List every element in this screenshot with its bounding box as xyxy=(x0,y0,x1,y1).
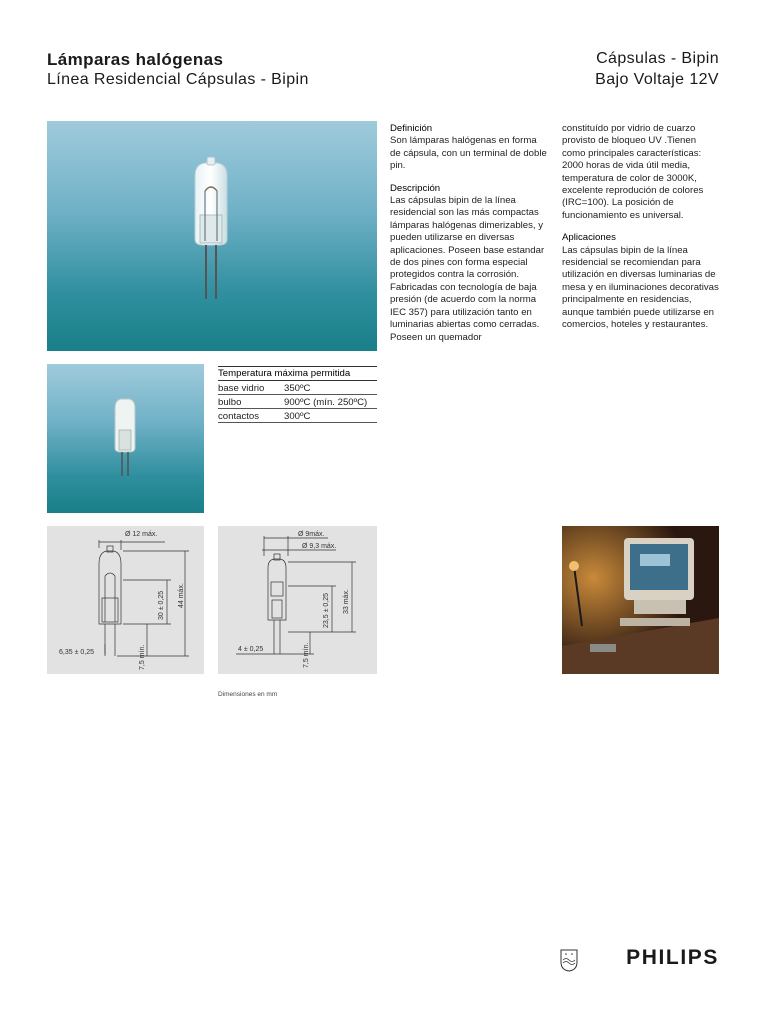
dim1-pin-length-label: 7,5 mín. xyxy=(139,644,146,670)
definicion-body: Son lámparas halógenas en forma de cápsula, con un terminal de doble pin. xyxy=(390,135,547,172)
dim2-length-label: 33 máx. xyxy=(343,589,350,614)
dim1-diameter-label: Ø 12 máx. xyxy=(125,531,158,538)
text-column-2 xyxy=(562,123,722,342)
temperature-table xyxy=(218,366,377,423)
table-row xyxy=(218,381,377,395)
temp-value: 300ºC xyxy=(284,409,377,423)
temp-label: base vidrio xyxy=(218,381,284,395)
lamp-photo-small xyxy=(47,364,204,513)
aplicaciones-body: Las cápsulas bipin de la línea residencial se recomiendan para utilización en diversas luminarias de mesa y en iluminaciones decorativas principalmente en residencias, aunque también puede utilizarse en comercios, hoteles y restaurantes. xyxy=(562,244,719,331)
dimension-diagram-2 xyxy=(218,526,377,674)
temp-value: 350ºC xyxy=(284,381,377,395)
table-row xyxy=(218,409,377,423)
lamp-dimension-drawing xyxy=(47,526,204,674)
dimensions-caption: Dimensiones en mm xyxy=(218,691,278,698)
document-title: Lámparas halógenas xyxy=(47,50,224,69)
dim2-pin-spacing-label: 4 ± 0,25 xyxy=(238,646,264,653)
dim2-pin-length-label: 7,5 mín. xyxy=(303,642,310,668)
temperature-table-heading: Temperatura máxima permitida xyxy=(218,367,377,381)
temp-label: bulbo xyxy=(218,395,284,409)
table-row xyxy=(218,395,377,409)
dimension-diagram-1 xyxy=(47,526,204,674)
capsule-lamp-icon xyxy=(47,364,204,513)
dim2-diameter-label: Ø 9máx. xyxy=(298,531,325,538)
document-subtitle: Línea Residencial Cápsulas - Bipin xyxy=(47,71,309,88)
dim2-bulb-label: 23,5 ± 0,25 xyxy=(323,593,330,628)
descripcion-body: Las cápsulas bipin de la línea residencial son las más compactas lámparas halógenas dimerizables, y pueden utilizarse en diversas aplicaciones. Poseen base estandar de dos pines con forma especial protegidos contra la corrosión. Fabricadas con tecnología de baja presión (de acuerdo com la norma IEC 357) para utilización tanto en luminarias abiertas como cerradas. Poseen un quemador xyxy=(390,195,545,343)
descripcion-heading: Descripción xyxy=(390,182,441,194)
philips-logo: PHILIPS xyxy=(626,946,719,969)
temp-value: 900ºC (mín. 250ºC) xyxy=(284,395,377,409)
descripcion-continued: constituído por vidrio de cuarzo provisto de bloqueo UV .Tienen como principales características: 2000 horas de vida útil media, temperatura de color de 3000K, excelente reprodución de colores (IRC=100). La posición de funcionamiento es universal. xyxy=(562,123,704,221)
dim1-length-label: 44 máx. xyxy=(178,583,185,608)
lamp-dimension-drawing xyxy=(218,526,377,674)
dim1-bulb-label: 30 ± 0,25 xyxy=(158,590,165,620)
aplicaciones-heading: Aplicaciones xyxy=(562,232,616,244)
dim2-diameter2-label: Ø 9,3 máx. xyxy=(302,543,337,550)
dim1-pin-spacing-label: 6,35 ± 0,25 xyxy=(59,649,94,656)
capsule-lamp-icon xyxy=(47,121,377,351)
philips-shield-icon xyxy=(560,948,578,972)
temp-label: contactos xyxy=(218,409,284,423)
definicion-heading: Definición xyxy=(390,123,433,134)
text-column-1 xyxy=(390,123,548,354)
desk-computer-photo xyxy=(562,526,719,674)
header-right-line2: Bajo Voltaje 12V xyxy=(595,71,719,88)
header-right-line1: Cápsulas - Bipin xyxy=(596,50,719,67)
room-photo xyxy=(562,526,719,674)
lamp-photo-large xyxy=(47,121,377,351)
